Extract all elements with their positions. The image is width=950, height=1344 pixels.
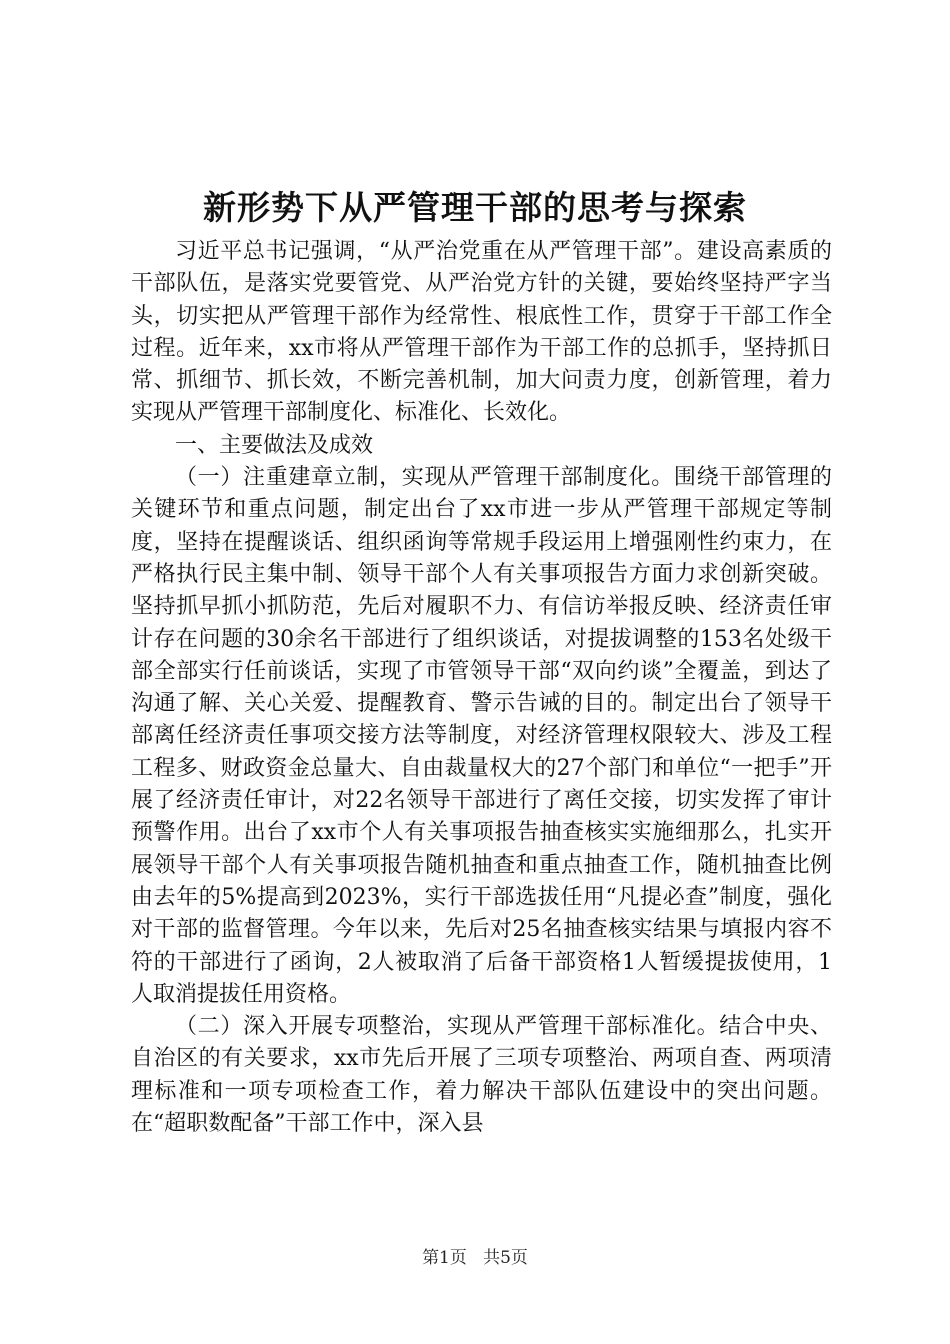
- document-body: [131, 236, 832, 1140]
- document-title: 新形势下从严管理干部的思考与探索: [203, 188, 747, 227]
- body-paragraph: （一）注重建章立制，实现从严管理干部制度化。围绕干部管理的关键环节和重点问题，制定出台了xx市进一步从严管理干部规定等制度，坚持在提醒谈话、组织函询等常规手段运用上增强刚性约束力，在严格执行民主集中制、领导干部个人有关事项报告方面力求创新突破。坚持抓早抓小抓防范，先后对履职不力、有信访举报反映、经济责任审计存在问题的30余名干部进行了组织谈话，对提拔调整的153名处级干部全部实行任前谈话，实现了市管领导干部“双向约谈”全覆盖，到达了沟通了解、关心关爱、提醒教育、警示告诫的目的。制定出台了领导干部离任经济责任事项交接方法等制度，对经济管理权限较大、涉及工程工程多、财政资金总量大、自由裁量权大的27个部门和单位“一把手”开展了经济责任审计，对22名领导干部进行了离任交接，切实发挥了审计预警作用。出台了xx市个人有关事项报告抽查核实实施细那么，扎实开展领导干部个人有关事项报告随机抽查和重点抽查工作，随机抽查比例由去年的5%提高到2023%，实行干部选拔任用“凡提必查”制度，强化对干部的监督管理。今年以来，先后对25名抽查核实结果与填报内容不符的干部进行了函询，2人被取消了后备干部资格1人暂缓提拔使用，1人取消提拔任用资格。: [131, 465, 832, 1007]
- body-paragraph: （二）深入开展专项整治，实现从严管理干部标准化。结合中央、自治区的有关要求，xx市先后开展了三项专项整治、两项自查、两项清理标准和一项专项检查工作，着力解决干部队伍建设中的突出问题。在“超职数配备”干部工作中，深入县: [131, 1014, 832, 1137]
- page-separator: [472, 1248, 477, 1268]
- page-footer: [0, 1243, 950, 1268]
- section-heading: 一、主要做法及成效: [175, 432, 374, 458]
- intro-paragraph: 习近平总书记强调，“从严治党重在从严管理干部”。建设高素质的干部队伍，是落实党要管党、从严治党方针的关键，要始终坚持严字当头，切实把从严管理干部作为经常性、根底性工作，贯穿于干部工作全过程。近年来，xx市将从严管理干部作为干部工作的总抓手，坚持抓日常、抓细节、抓长效，不断完善机制，加大问责力度，创新管理，着力实现从严管理干部制度化、标准化、长效化。: [131, 239, 832, 426]
- page-total: 共5页: [483, 1248, 528, 1268]
- page-number: 第1页: [422, 1248, 467, 1268]
